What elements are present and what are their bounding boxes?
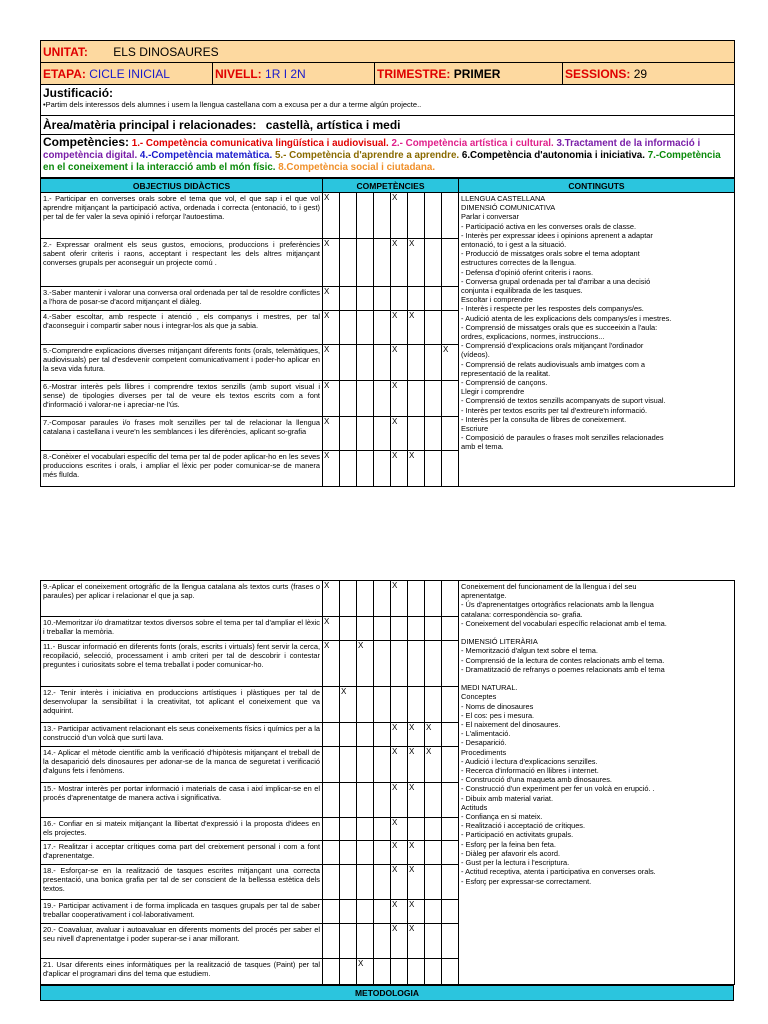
competency-mark-1 [323, 783, 340, 818]
content-line: - Participació activa en les converses orals de classe. [461, 221, 637, 231]
competency-mark-5 [391, 287, 408, 311]
content-line: - Audició i lectura d'explicacions senzilles. [461, 756, 598, 766]
competency-mark-8 [442, 581, 459, 617]
continguts-header: CONTINGUTS [459, 179, 735, 193]
competency-mark-2 [340, 818, 357, 841]
competency-mark-8 [442, 451, 459, 487]
objective-text: 3.-Saber mantenir i valorar una conversa oral ordenada per tal de resoldre conflictes a l'hora de posar-se d'acord mitjançant el diàleg. [41, 287, 323, 311]
competency-mark-5: X [391, 723, 408, 747]
competency-mark-7 [425, 841, 442, 865]
competency-mark-4 [374, 239, 391, 287]
competency-mark-5: X [391, 924, 408, 959]
objective-text: 1.- Participar en converses orals sobre el tema que vol, el que sap i el que vol aprendre mitjançant la participació activa, ordenada i correcta (entonació, to i gest) per tal de fer valer la seva opinió i reforçar l'autoestima. [41, 193, 323, 239]
objective-row [41, 581, 735, 617]
objective-text: 7.-Composar paraules i/o frases molt senzilles per tal de relacionar la llengua catalana i castellana i veure'n les semblances i les diferències, aplicant so-grafia [41, 417, 323, 451]
content-line: - Defensa d'opinió oferint criteris i raons. [461, 267, 594, 277]
content-line: - Conversa grupal ordenada per tal d'arribar a una decisió [461, 276, 651, 286]
competency-mark-8 [442, 687, 459, 723]
objective-text: 21. Usar diferents eines informàtiques per la realització de tasques (Paint) per tal d'aplicar el programari dins del tema que estudiem. [41, 959, 323, 985]
trimestre-value: PRIMER [453, 66, 501, 81]
content-line: - Construcció d'una maqueta amb dinosaures. [461, 775, 612, 785]
competency-mark-3 [357, 747, 374, 783]
competency-mark-2 [340, 783, 357, 818]
contents-cell [459, 581, 735, 985]
objective-text: 15.- Mostrar interès per portar informació i materials de casa i així implicar-se en el procés d'aprenentatge de manera activa i significativa. [41, 783, 323, 818]
objective-text: 17.- Realitzar i acceptar crítiques coma part del creixement personal i com a font d'aprenentatge. [41, 841, 323, 865]
competency-mark-6: X [408, 841, 425, 865]
content-line: - Dramatització de refranys o poemes relacionats amb el tema [461, 664, 665, 674]
competency-mark-2: X [340, 687, 357, 723]
competency-mark-8 [442, 239, 459, 287]
competency-mark-7 [425, 924, 442, 959]
competency-mark-5: X [391, 581, 408, 617]
competency-mark-5 [391, 617, 408, 641]
content-line: amb el tema. [461, 442, 504, 452]
content-line: - Desaparició. [461, 738, 507, 748]
content-line [461, 628, 732, 637]
competency-mark-8 [442, 900, 459, 924]
nivell-cell [213, 63, 375, 85]
competency-mark-3: X [357, 641, 374, 687]
competency-mark-5: X [391, 345, 408, 381]
competency-mark-8 [442, 311, 459, 345]
competency-mark-8 [442, 841, 459, 865]
competency-mark-2 [340, 617, 357, 641]
competency-mark-2 [340, 381, 357, 417]
content-line: - Construcció d'un experiment per fer un volcà en erupció. . [461, 784, 655, 794]
content-line [461, 674, 732, 683]
content-line: MEDI NATURAL. [461, 683, 518, 693]
content-line: - Confiança en si mateix. [461, 812, 543, 822]
content-line: (vídeos). [461, 350, 490, 360]
competency-mark-5: X [391, 193, 408, 239]
content-line: - Actitud receptiva, atenta i participativa en converses orals. [461, 867, 656, 877]
competency-mark-2 [340, 451, 357, 487]
competency-mark-7 [425, 311, 442, 345]
objective-text: 4.-Saber escoltar, amb respecte i atenció , els companys i mestres, per tal d'aconseguir i compartir saber nous i integrar-los als que ja sabia. [41, 311, 323, 345]
content-line: - Composició de paraules o frases molt senzilles relacionades [461, 433, 664, 443]
competency-mark-7 [425, 193, 442, 239]
nivell-value: 1R I 2N [265, 66, 306, 81]
competency-mark-4 [374, 818, 391, 841]
competency-mark-4 [374, 783, 391, 818]
content-line: - Comprensió de textos senzills acompanyats de suport visual. [461, 396, 666, 406]
content-line: aprenentatge. [461, 591, 507, 601]
objective-text: 12.- Tenir interès i iniciativa en produccions artístiques i plàstiques per tal de desenvolupar la sensibilitat i la creativitat, tot aplicant el coneixement que va adquirint. [41, 687, 323, 723]
content-line: Coneixement del funcionament de la llengua i del seu [461, 582, 637, 591]
competency-mark-5: X [391, 747, 408, 783]
competency-mark-2 [340, 959, 357, 985]
competency-mark-7 [425, 239, 442, 287]
content-line: Actituds [461, 802, 488, 812]
competencia-6: 6.Competència d'autonomia i iniciativa. [461, 150, 645, 161]
content-line: Conceptes [461, 692, 497, 702]
competency-mark-6 [408, 381, 425, 417]
competency-mark-6 [408, 818, 425, 841]
content-line: - Comprensió de cançons. [461, 378, 548, 388]
competency-mark-2 [340, 723, 357, 747]
competency-mark-6: X [408, 900, 425, 924]
sessions-value: 29 [633, 66, 648, 81]
competency-mark-1: X [323, 641, 340, 687]
competency-mark-3 [357, 311, 374, 345]
header-table [40, 40, 735, 178]
content-line: - Ús d'aprenentatges ortogràfics relacionats amb la llengua [461, 600, 654, 610]
competency-mark-7 [425, 865, 442, 900]
objective-row [41, 193, 735, 239]
competency-mark-4 [374, 381, 391, 417]
competency-mark-1: X [323, 193, 340, 239]
competency-mark-5: X [391, 417, 408, 451]
sessions-label: SESSIONS: [565, 66, 631, 81]
competency-mark-6 [408, 641, 425, 687]
competency-mark-2 [340, 287, 357, 311]
competency-mark-6: X [408, 747, 425, 783]
competency-mark-4 [374, 417, 391, 451]
competency-mark-3 [357, 723, 374, 747]
content-line: - Noms de dinosaures [461, 701, 534, 711]
area-cell [41, 116, 735, 135]
competency-mark-3 [357, 287, 374, 311]
competency-mark-4 [374, 193, 391, 239]
nivell-label: NIVELL: [215, 66, 262, 81]
plan-sheet-1 [40, 40, 734, 487]
competency-mark-5 [391, 687, 408, 723]
competency-mark-4 [374, 687, 391, 723]
competency-mark-3 [357, 193, 374, 239]
competency-mark-6 [408, 287, 425, 311]
competency-mark-6 [408, 617, 425, 641]
etapa-cell [41, 63, 213, 85]
competency-mark-7 [425, 641, 442, 687]
competencia-1: 1.- Competència comunicativa lingüística i audiovisual. [131, 138, 389, 149]
content-line: Escriure [461, 424, 489, 434]
competency-mark-1: X [323, 311, 340, 345]
competency-mark-6 [408, 959, 425, 985]
justificacio-cell [41, 85, 735, 116]
content-line: conjunta i equilibrada de les tasques. [461, 286, 583, 296]
content-line: - Recerca d'informació en llibres i internet. [461, 766, 599, 776]
objective-text: 2.- Expressar oralment els seus gustos, emocions, produccions i preferències sabent oferir criteris i raons, acceptant i respectant les dels altres mitjançant converses grupals per aconseguir un projecte comú . [41, 239, 323, 287]
competency-mark-2 [340, 641, 357, 687]
competency-mark-6: X [408, 783, 425, 818]
competency-mark-5: X [391, 783, 408, 818]
competency-mark-1 [323, 818, 340, 841]
metodologia-header: METODOLOGIA [41, 986, 734, 1001]
competency-mark-3 [357, 687, 374, 723]
unitat-label: UNITAT: [43, 44, 88, 59]
competencies-header: COMPETÈNCIES [323, 179, 459, 193]
content-line: DIMENSIÓ COMUNICATIVA [461, 203, 556, 213]
competencia-8: 8.Competència social i ciutadana. [278, 162, 436, 173]
competency-mark-1: X [323, 417, 340, 451]
competency-mark-7 [425, 818, 442, 841]
competency-mark-1 [323, 723, 340, 747]
competency-mark-3 [357, 841, 374, 865]
content-line: DIMENSIÓ LITERÀRIA [461, 637, 538, 647]
competency-mark-4 [374, 900, 391, 924]
objective-text: 6.-Mostrar interès pels llibres i comprendre textos senzills (amb suport visual i sense) de tipologies diverses per tal de veure els textos escrits com a font d'informació i valorar-ne i apreciar-ne l'ús. [41, 381, 323, 417]
competency-mark-1 [323, 865, 340, 900]
competency-mark-3 [357, 617, 374, 641]
competency-mark-6 [408, 193, 425, 239]
competency-mark-4 [374, 841, 391, 865]
objective-text: 16.- Confiar en si mateix mitjançant la llibertat d'expressió i la proposta d'idees en els projectes. [41, 818, 323, 841]
objective-text: 9.-Aplicar el coneixement ortogràfic de la llengua catalana als textos curts (frases o paraules) per aplicar i relacionar el que ja sap. [41, 581, 323, 617]
content-line: estructures correctes de la llengua. [461, 258, 577, 268]
competency-mark-1 [323, 959, 340, 985]
objectius-header: OBJECTIUS DIDÀCTICS [41, 179, 323, 193]
content-line: - Audició atenta de les explicacions dels companys/es i mestres. [461, 313, 672, 323]
competency-mark-7 [425, 617, 442, 641]
competency-mark-1: X [323, 345, 340, 381]
competency-mark-8 [442, 818, 459, 841]
competency-mark-3 [357, 451, 374, 487]
competency-mark-7 [425, 381, 442, 417]
content-line: ordres, explicacions, normes, instruccions... [461, 332, 605, 342]
unitat-row [41, 41, 735, 63]
competency-mark-1: X [323, 239, 340, 287]
competency-mark-2 [340, 345, 357, 381]
competency-mark-4 [374, 723, 391, 747]
justificacio-title: Justificació: [43, 86, 114, 100]
content-line: catalana: correspondència so- grafia. [461, 609, 583, 619]
objective-text: 8.-Conèixer el vocabulari específic del tema per tal de poder aplicar-ho en les seves produccions escrites i orals, i ampliar el lèxic per poder comunicar-se de manera més fluïda. [41, 451, 323, 487]
competency-mark-8 [442, 723, 459, 747]
competency-mark-7 [425, 959, 442, 985]
competencia-3: 3.Tractament de la informació i competència digital. [43, 138, 701, 161]
competency-mark-7 [425, 451, 442, 487]
competency-mark-1 [323, 747, 340, 783]
competency-mark-1 [323, 924, 340, 959]
content-line: - Comprensió de missatges orals que es succeeixin a l'aula: [461, 322, 658, 332]
competency-mark-5: X [391, 900, 408, 924]
competency-mark-8 [442, 959, 459, 985]
competency-mark-3 [357, 818, 374, 841]
competency-mark-3 [357, 900, 374, 924]
content-line: - Esforç per la feina ben feta. [461, 839, 556, 849]
content-line: LLENGUA CASTELLANA [461, 194, 546, 203]
competency-mark-2 [340, 417, 357, 451]
competency-mark-6: X [408, 311, 425, 345]
competency-mark-8 [442, 783, 459, 818]
competency-mark-4 [374, 641, 391, 687]
contents-cell [459, 193, 735, 487]
competency-mark-4 [374, 581, 391, 617]
content-line: representació de la realitat. [461, 368, 551, 378]
competency-mark-3 [357, 417, 374, 451]
objective-text: 13.- Participar activament relacionant els seus coneixements físics i químics per a la construcció d'un volcà que surti lava. [41, 723, 323, 747]
competency-mark-8 [442, 924, 459, 959]
competency-mark-4 [374, 865, 391, 900]
competency-mark-2 [340, 193, 357, 239]
trimestre-cell [375, 63, 563, 85]
competency-mark-6 [408, 345, 425, 381]
competency-mark-5 [391, 959, 408, 985]
competency-mark-5: X [391, 818, 408, 841]
competency-mark-2 [340, 900, 357, 924]
content-line: - Producció de missatges orals sobre el tema adoptant [461, 249, 640, 259]
competency-mark-5: X [391, 841, 408, 865]
competency-mark-8 [442, 381, 459, 417]
competency-mark-7 [425, 900, 442, 924]
competency-mark-8 [442, 865, 459, 900]
competency-mark-7 [425, 687, 442, 723]
competency-mark-6: X [408, 865, 425, 900]
competency-mark-3 [357, 865, 374, 900]
objective-text: 11.- Buscar informació en diferents fonts (orals, escrits i virtuals) fent servir la cerca, recopilació, selecció, processament i amb criteri per tal de descobrir i contestar preguntes i curiositats sobre el tema treballat i poder comunicar-ho. [41, 641, 323, 687]
competency-mark-1 [323, 687, 340, 723]
competency-mark-3 [357, 924, 374, 959]
competency-mark-6 [408, 417, 425, 451]
content-line: Parlar i conversar [461, 212, 519, 222]
content-line: - Memorització d'algun text sobre el tema. [461, 646, 598, 656]
competency-mark-8 [442, 747, 459, 783]
competency-mark-7 [425, 417, 442, 451]
competency-mark-1 [323, 900, 340, 924]
trimestre-label: TRIMESTRE: [377, 66, 451, 81]
competency-mark-4 [374, 287, 391, 311]
objective-text: 20.- Coavaluar, avaluar i autoavaluar en diferents moments del procés per saber el seu nivell d'aprenentatge i poder superar-se i anar millorant. [41, 924, 323, 959]
content-line: - Gust per la lectura i l'escriptura. [461, 858, 570, 868]
plan-sheet-2 [40, 580, 734, 1001]
content-line: Llegir i comprendre [461, 387, 525, 397]
content-line: - Dibuix amb material variat. [461, 793, 554, 803]
competency-mark-7 [425, 581, 442, 617]
competency-mark-3 [357, 381, 374, 417]
competencia-4: 4.-Competència matemàtica. [139, 150, 273, 161]
content-line: - Interès i respecte per les respostes dels companys/es. [461, 304, 644, 314]
competency-mark-8 [442, 641, 459, 687]
competency-mark-5: X [391, 381, 408, 417]
competency-mark-4 [374, 747, 391, 783]
competency-mark-1 [323, 841, 340, 865]
competency-mark-4 [374, 924, 391, 959]
competency-mark-2 [340, 311, 357, 345]
objective-text: 19.- Participar activament i de forma implicada en tasques grupals per tal de saber treballar cooperativament i col·laborativament. [41, 900, 323, 924]
competency-mark-1: X [323, 287, 340, 311]
content-line: - Realització i acceptació de crítiques. [461, 821, 586, 831]
objectives-table-1 [40, 178, 735, 487]
content-line: entonació, to i gest a la situació. [461, 240, 567, 250]
content-line: - Comprensió de relats audiovisuals amb imatges com a [461, 359, 646, 369]
competency-mark-6: X [408, 924, 425, 959]
competency-mark-2 [340, 924, 357, 959]
competency-mark-6 [408, 581, 425, 617]
metodologia-table [40, 985, 734, 1001]
etapa-label: ETAPA: [43, 66, 86, 81]
competency-mark-4 [374, 451, 391, 487]
competency-mark-5: X [391, 311, 408, 345]
competency-mark-7 [425, 287, 442, 311]
content-line: - Interès per textos escrits per tal d'extreure'n informació. [461, 405, 648, 415]
content-line: - Interès per expressar idees i opinions aprenent a adaptar [461, 230, 653, 240]
competency-mark-1: X [323, 581, 340, 617]
competency-mark-2 [340, 747, 357, 783]
content-line: - L'alimentació. [461, 729, 511, 739]
unitat-value: ELS DINOSAURES [113, 44, 219, 59]
objective-text: 5.-Comprendre explicacions diverses mitjançant diferents fonts (orals, telemàtiques, audiovisuals) per tal d'esdevenir competent comunicativament i poder-ho aplicar en la seva vida futura. [41, 345, 323, 381]
content-line: - Participació en activitats grupals. [461, 830, 574, 840]
objective-text: 10.-Memoritzar i/o dramatitzar textos diversos sobre el tema per tal d'ampliar el lèxic i treballar la memòria. [41, 617, 323, 641]
competency-mark-8: X [442, 345, 459, 381]
competency-mark-6: X [408, 723, 425, 747]
competency-mark-6: X [408, 239, 425, 287]
content-line: - El cos: pes i mesura. [461, 710, 535, 720]
competency-mark-4 [374, 617, 391, 641]
competency-mark-7: X [425, 723, 442, 747]
competencies-label: Competències: [43, 135, 130, 149]
competency-mark-3 [357, 783, 374, 818]
competency-mark-8 [442, 193, 459, 239]
competencia-5: 5.- Competència d'aprendre a aprendre. [274, 150, 460, 161]
competency-mark-3 [357, 345, 374, 381]
competency-mark-1: X [323, 451, 340, 487]
sessions-cell [563, 63, 735, 85]
competency-mark-8 [442, 417, 459, 451]
competency-mark-2 [340, 581, 357, 617]
justificacio-text: •Partim dels interessos dels alumnes i usem la llengua castellana com a excusa per a dur a terme algún projecte.. [43, 100, 422, 109]
competency-mark-6 [408, 687, 425, 723]
competency-mark-2 [340, 865, 357, 900]
competencia-7: 7.-Competència en el coneixement i la interacció amb el món físic. [43, 150, 721, 173]
competency-mark-7 [425, 783, 442, 818]
competency-mark-4 [374, 345, 391, 381]
competency-mark-8 [442, 287, 459, 311]
content-line: - Coneixement del vocabulari específic relacionat amb el tema. [461, 618, 667, 628]
competency-mark-5: X [391, 865, 408, 900]
content-line: - Comprensió de la lectura de contes relacionats amb el tema. [461, 655, 665, 665]
competency-mark-6: X [408, 451, 425, 487]
competency-mark-7 [425, 345, 442, 381]
competency-mark-5: X [391, 239, 408, 287]
area-label: Àrea/matèria principal i relacionades: [43, 118, 257, 132]
competency-mark-7: X [425, 747, 442, 783]
content-line: - Diàleg per afavorir els acord. [461, 848, 560, 858]
content-line: - Comprensió d'explicacions orals mitjançant l'ordinador [461, 341, 644, 351]
objectives-table-2 [40, 580, 735, 985]
competency-mark-3: X [357, 959, 374, 985]
competency-mark-2 [340, 841, 357, 865]
competency-mark-4 [374, 311, 391, 345]
competency-mark-5: X [391, 451, 408, 487]
etapa-value: CICLE INICIAL [89, 66, 170, 81]
competency-mark-3 [357, 239, 374, 287]
content-line: - Interès per la consulta de llibres de coneixement. [461, 414, 627, 424]
content-line: Procediments [461, 747, 507, 757]
competency-mark-8 [442, 617, 459, 641]
competency-mark-3 [357, 581, 374, 617]
competency-mark-1: X [323, 381, 340, 417]
content-line: - Esforç per expressar-se correctament. [461, 876, 592, 886]
objective-text: 18.- Esforçar-se en la realització de tasques escrites mitjançant una correcta presentació, una bonica grafia per tal de ser conscient de la bellessa estètica dels textos. [41, 865, 323, 900]
content-line: Escoltar i comprendre [461, 295, 533, 305]
area-value: castellà, artística i medi [265, 118, 401, 132]
competency-mark-5 [391, 641, 408, 687]
competency-mark-1: X [323, 617, 340, 641]
competency-mark-4 [374, 959, 391, 985]
content-line: - El naixement del dinosaures. [461, 720, 561, 730]
competencia-2: 2.- Competència artística i cultural. [391, 138, 554, 149]
competencies-cell [41, 135, 735, 178]
competency-mark-2 [340, 239, 357, 287]
objective-text: 14.- Aplicar el mètode científic amb la verificació d'hipòtesis mitjançant el treball de la desaparició dels dinosaures per adonar-se de la manca de seguretat i verificació d'alguns fets i fenòmens. [41, 747, 323, 783]
